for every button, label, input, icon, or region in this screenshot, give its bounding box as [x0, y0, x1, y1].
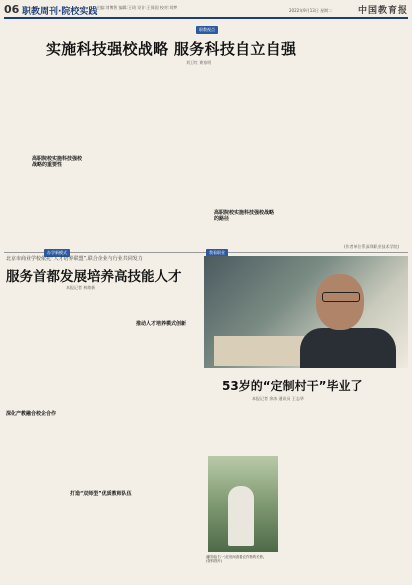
seedling-tray: [214, 336, 304, 366]
article2-column-1b: [6, 418, 66, 578]
portrait-photo: [204, 256, 408, 368]
field-person: [228, 486, 254, 546]
article1-subhead-2: 高职院校实施科技强校战略的路径: [214, 210, 275, 222]
field-photo: [208, 456, 278, 552]
editor-credits: 主编:刘博智 编辑:王琦 设计:王保国 校对:刘梦: [96, 5, 178, 10]
article2-headline[interactable]: 服务首都发展培养高技能人才: [6, 269, 182, 285]
article2-subhead-2: 打造“双师型”优质教师队伍: [70, 491, 132, 497]
header-rule: [4, 17, 408, 19]
article1-subhead-1: 高职院校实施科技强校战略的重要性: [32, 156, 83, 168]
article3-column-2: [272, 404, 338, 578]
article1-column-6: [344, 22, 406, 242]
article1-column-5: [278, 22, 338, 250]
article1-column-1b: [32, 170, 84, 250]
article2-byline: 本报记者 林焕新: [66, 285, 96, 290]
masthead-logo: 中国教育报: [357, 6, 408, 16]
article1-headline[interactable]: 实施科技强校战略 服务科技自立自强: [46, 40, 297, 58]
section-title: 职教周刊·院校实践: [22, 7, 98, 17]
page-header: [4, 3, 408, 17]
article3-headline[interactable]: 53岁的“定制村干”毕业了: [222, 379, 363, 393]
article1-column-4: [214, 70, 272, 206]
issue-date: 2022年9月13日 星期二: [289, 8, 333, 13]
glasses-icon: [322, 292, 360, 302]
article2-column-1: [6, 294, 66, 404]
article3-byline: 本报记者 余冰 通讯员 王志华: [252, 396, 304, 401]
article1-column-2: [90, 70, 148, 250]
article1-tag: 职教视点: [196, 26, 218, 34]
article1-author-unit: (作者单位系深圳职业技术学院): [344, 244, 400, 249]
page-number: 06: [4, 3, 20, 16]
article3-column-3: [342, 404, 408, 578]
article2-subhead-1: 深化产教融合校企合作: [6, 411, 57, 417]
article2-tag: 办学新模式: [44, 249, 70, 257]
article2-kicker: 北京市商业学校依托“人才培养联盟”,联合企业与行业共同发力: [6, 256, 143, 262]
photo-caption: 潘国成(右一)在田间查看农作物的长势。(资料图片): [206, 555, 267, 564]
subject-coat: [300, 328, 396, 368]
subject-face: [316, 274, 364, 330]
article2-subhead-3: 推动人才培养模式创新: [136, 321, 187, 327]
article2-column-2: [70, 294, 132, 578]
article3-column-1: [206, 404, 268, 454]
article1-column-1: [32, 70, 84, 154]
article3-tag: 我看职业: [206, 249, 228, 257]
article2-column-3: [136, 294, 200, 578]
article1-column-3: [152, 70, 210, 250]
article1-byline: 刘卫红 黄家明: [186, 60, 212, 65]
